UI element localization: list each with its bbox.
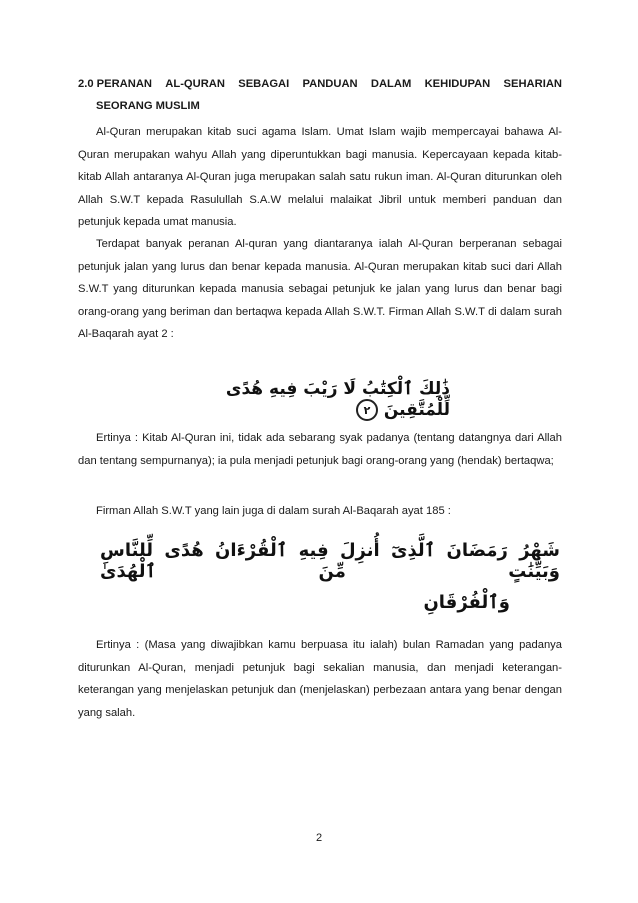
heading-word: PANDUAN [302,78,358,90]
verse-al-baqarah-185-line-1: شَهْرُ رَمَضَانَ ٱلَّذِىٓ أُنزِلَ فِيهِ ٱلْقُرْءَانُ هُدًى لِّلنَّاسِ وَبَيِّنَٰتٍ مِّنَ ٱلْهُدَىٰ [100,540,560,582]
verse-al-baqarah-185-line-2: وَٱلْفُرْقَانِ [423,592,510,613]
paragraph-peranan: Terdapat banyak peranan Al-quran yang diantaranya ialah Al-Quran berperanan sebagai petunjuk jalan yang lurus dan benar kepada manusia. Al-Quran merupakan kitab suci dari Allah S.W.T yang diturunkan kepada manusia sebagai petunjuk ke jalan yang lurus dan benar bagi orang-orang yang beriman dan bertaqwa kepada Allah S.W.T. Firman Allah S.W.T di dalam surah Al-Baqarah ayat 2 : [78,238,562,340]
heading-word: DALAM [370,78,412,90]
paragraph-intro: Al-Quran merupakan kitab suci agama Islam. Umat Islam wajib mempercayai bahawa Al-Quran merupakan wahyu Allah yang diperuntukkan bagi manusia. Kepercayaan kepada kitab-kitab Allah antaranya Al-Quran juga merupakan salah satu rukun iman. Al-Quran diturunkan oleh Allah S.W.T kepada Rasulullah S.A.W melalui malaikat Jibril untuk memberi panduan dan petunjuk kepada umat manusia. [78,126,562,228]
heading-line-2: SEORANG MUSLIM [96,100,200,112]
heading-word: SEHARIAN [503,78,562,90]
verse-text: ذَٰلِكَ ٱلْكِتَٰبُ لَا رَيْبَ فِيهِ هُدًى لِّلْمُتَّقِينَ [225,379,450,420]
page-number: 2 [315,832,323,844]
heading-word: KEHIDUPAN [424,78,491,90]
paragraph-firman-185: Firman Allah S.W.T yang lain juga di dalam surah Al-Baqarah ayat 185 : [96,505,451,517]
section-heading [78,73,562,117]
heading-word: 2.0 PERANAN [78,78,152,90]
heading-word: AL-QURAN [165,78,225,90]
ayah-number-icon: ٢ [356,399,378,421]
paragraph-translation-2: Ertinya : Kitab Al-Quran ini, tidak ada sebarang syak padanya (tentang datangnya dari Allah dan tentang sempurnanya); ia pula menjadi petunjuk bagi orang-orang yang (hendak) bertaqwa; [78,432,562,467]
paragraph-translation-185: Ertinya : (Masa yang diwajibkan kamu berpuasa itu ialah) bulan Ramadan yang padanya diturunkan Al-Quran, menjadi petunjuk bagi sekalian manusia, dan menjadi keterangan-keterangan yang menjelaskan petunjuk dan (menjelaskan) perbezaan antara yang benar dengan yang salah. [78,639,562,719]
heading-word: SEBAGAI [238,78,290,90]
verse-al-baqarah-2 [190,378,450,421]
heading-line-1 [78,73,562,95]
